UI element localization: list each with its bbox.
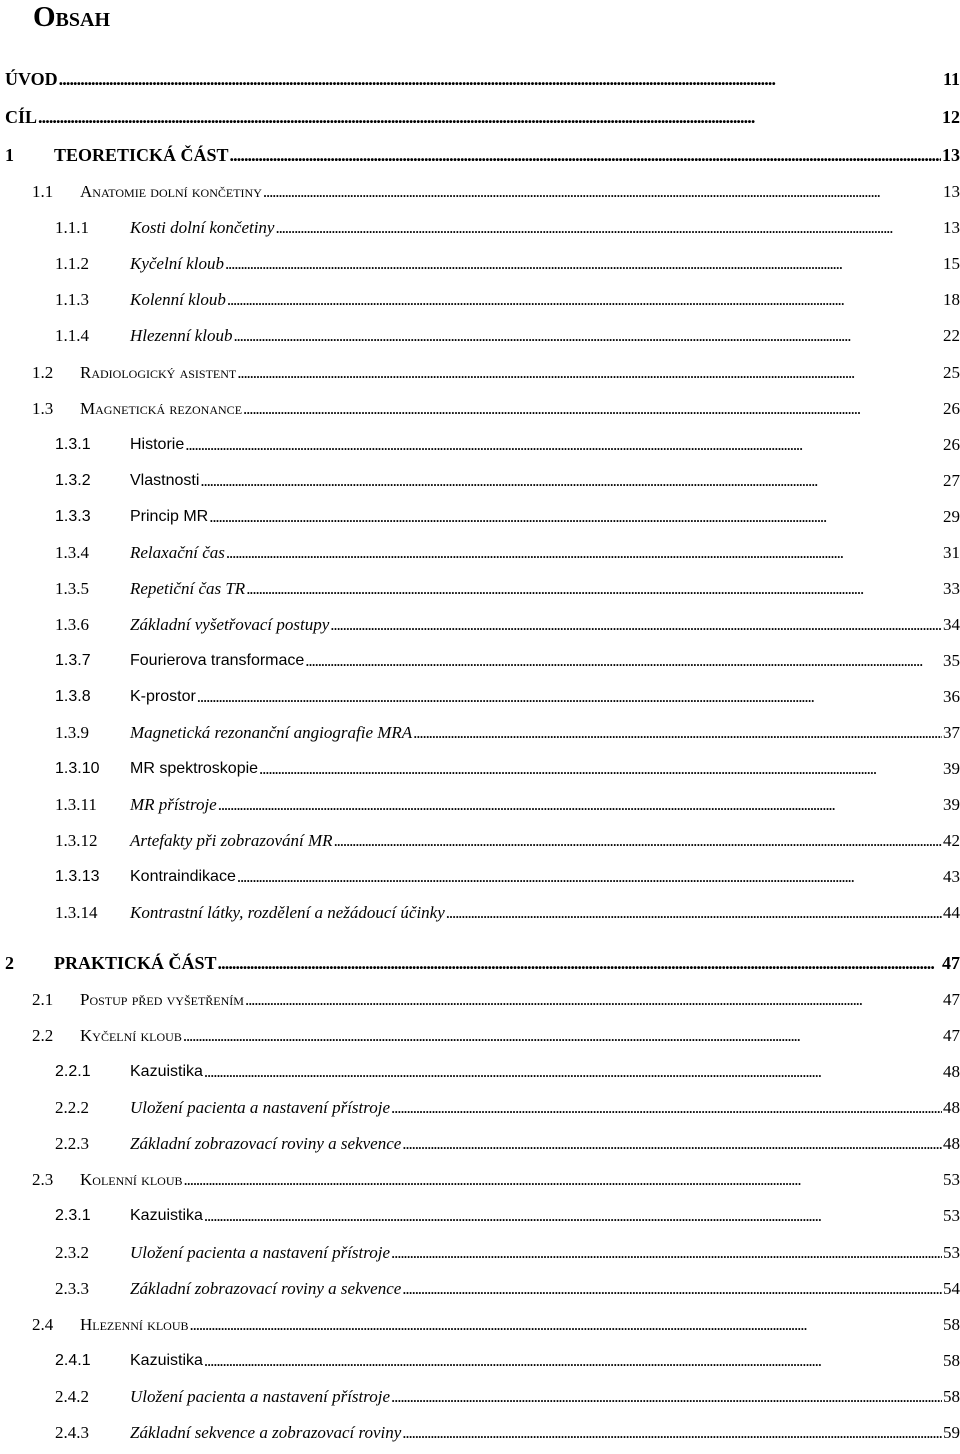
toc-entry-number: 2.3 (32, 1170, 54, 1189)
toc-entry[interactable] (55, 539, 960, 563)
dot-leader (413, 723, 942, 743)
toc-entry-page-number: 47 (943, 990, 960, 1009)
toc-entry-page-number: 22 (943, 326, 960, 345)
dot-leader (446, 903, 942, 923)
toc-entry-number: 1.3.12 (55, 831, 98, 850)
toc-entry-page-number: 54 (943, 1279, 960, 1298)
toc-entry-title: K-prostor (130, 688, 196, 705)
toc-entry-page-number: 59 (943, 1423, 960, 1442)
toc-entry-number: 2 (5, 953, 14, 973)
toc-entry-title: Magnetická rezonanční angiografie MRA (130, 723, 413, 742)
toc-entry-number: 2.3.3 (55, 1279, 89, 1298)
toc-entry-number: 2.4.3 (55, 1423, 89, 1442)
dot-leader (218, 795, 942, 815)
toc-entry-title: Kazuistika (130, 1207, 203, 1224)
toc-entry-page-number: 42 (943, 831, 960, 850)
toc-entry[interactable] (55, 214, 960, 238)
toc-entry[interactable] (55, 467, 960, 491)
dot-leader (402, 1423, 942, 1443)
toc-entry-page-number: 58 (943, 1351, 960, 1370)
toc-entry-number: 2.2.1 (55, 1063, 91, 1080)
dot-leader (230, 145, 941, 165)
toc-entry-title: Kazuistika (130, 1063, 203, 1080)
toc-entry-page-number: 33 (943, 579, 960, 598)
toc-entry-number: 1.3 (32, 399, 54, 418)
toc-entry-title: Radiologický asistent (80, 363, 237, 382)
toc-entry-page-number: 31 (943, 543, 960, 562)
toc-entry-title: Základní zobrazovací roviny a sekvence (130, 1134, 402, 1153)
dot-leader (402, 1279, 942, 1299)
toc-entry[interactable] (32, 986, 960, 1010)
toc-entry-title: MR přístroje (130, 795, 217, 814)
dot-leader (204, 1351, 942, 1371)
toc-entry-title: Základní zobrazovací roviny a sekvence (130, 1279, 402, 1298)
toc-entry[interactable] (32, 1166, 960, 1190)
toc-entry-page-number: 43 (943, 867, 960, 886)
dot-leader (225, 254, 942, 274)
toc-entry-number: 1.3.11 (55, 795, 97, 814)
toc-entry-number: 2.2.2 (55, 1098, 89, 1117)
dot-leader (190, 1315, 942, 1335)
toc-entry-title: Relaxační čas (130, 543, 225, 562)
toc-entry-number: 1.3.13 (55, 868, 100, 885)
dot-leader (38, 107, 941, 127)
toc-entry-number: 2.4.2 (55, 1387, 89, 1406)
toc-entry-number: 1.3.5 (55, 579, 89, 598)
toc-entry[interactable] (55, 286, 960, 310)
toc-entry-page-number: 18 (943, 290, 960, 309)
toc-entry-page-number: 53 (943, 1206, 960, 1225)
toc-entry-number: 1.3.6 (55, 615, 89, 634)
toc-entry-title: Princip MR (130, 508, 209, 525)
toc-entry-title: Repetiční čas TR (130, 579, 246, 598)
toc-entry[interactable] (55, 322, 960, 346)
toc-entry-title: Kyčelní kloub (130, 254, 224, 273)
dot-leader (204, 1206, 942, 1226)
toc-entry[interactable] (55, 431, 960, 455)
toc-entry[interactable] (55, 863, 960, 887)
toc-entry-title: Kontraindikace (130, 868, 236, 885)
toc-entry[interactable] (5, 65, 960, 89)
toc-entry-number: 1.3.10 (55, 760, 100, 777)
toc-entry-page-number: 47 (943, 1026, 960, 1045)
toc-entry-page-number: 39 (943, 759, 960, 778)
toc-entry-title: ÚVOD (5, 69, 58, 89)
toc-entry-page-number: 47 (942, 953, 960, 973)
toc-entry-page-number: 11 (942, 69, 960, 89)
toc-entry-number: 2.2 (32, 1026, 54, 1045)
toc-entry-page-number: 26 (943, 399, 960, 418)
dot-leader (185, 435, 942, 455)
dot-leader (243, 399, 942, 419)
dot-leader (391, 1243, 942, 1263)
toc-entry-number: 2.1 (32, 990, 54, 1009)
toc-entry-page-number: 39 (943, 795, 960, 814)
toc-entry[interactable] (55, 827, 960, 851)
toc-entry-page-number: 53 (943, 1243, 960, 1262)
toc-entry-page-number: 58 (943, 1387, 960, 1406)
toc-entry-number: 1.3.9 (55, 723, 89, 742)
toc-entry[interactable] (55, 1419, 960, 1443)
toc-entry-page-number: 34 (943, 615, 960, 634)
toc-entry[interactable] (5, 141, 960, 165)
toc-entry-page-number: 35 (943, 651, 960, 670)
toc-entry-page-number: 53 (943, 1170, 960, 1189)
toc-entry-title: Uložení pacienta a nastavení přístroje (130, 1387, 391, 1406)
toc-entry-title: Kazuistika (130, 1352, 203, 1369)
toc-entry-number: 1.3.8 (55, 688, 91, 705)
toc-entry-number: 1.1.4 (55, 326, 89, 345)
toc-entry[interactable] (55, 1275, 960, 1299)
toc-entry-page-number: 44 (943, 903, 960, 922)
toc-entry-number: 2.3.2 (55, 1243, 89, 1262)
toc-entry-number: 1.1.2 (55, 254, 89, 273)
toc-entry[interactable] (55, 250, 960, 274)
toc-entry-page-number: 48 (943, 1134, 960, 1153)
toc-entry-title: Anatomie dolní končetiny (80, 182, 262, 201)
dot-leader (237, 363, 942, 383)
dot-leader (233, 326, 942, 346)
dot-leader (226, 543, 942, 563)
toc-entry-title: Hlezenní kloub (130, 326, 233, 345)
toc-entry[interactable] (5, 949, 960, 973)
toc-entry-number: 2.3.1 (55, 1207, 91, 1224)
toc-entry-page-number: 27 (943, 471, 960, 490)
toc-entry-title: Základní sekvence a zobrazovací roviny (130, 1423, 402, 1442)
toc-entry-page-number: 13 (943, 182, 960, 201)
toc-entry[interactable] (55, 611, 960, 635)
toc-entry-number: 2.4.1 (55, 1352, 91, 1369)
dot-leader (209, 507, 942, 527)
toc-entry-page-number: 13 (943, 218, 960, 237)
toc-entry-page-number: 48 (943, 1062, 960, 1081)
dot-leader (246, 579, 942, 599)
toc-entry-number: 1.3.2 (55, 472, 91, 489)
toc-entry-title: Kosti dolní končetiny (130, 218, 275, 237)
toc-entry-title: Magnetická rezonance (80, 399, 243, 418)
toc-entry-title: Kolenní kloub (130, 290, 226, 309)
toc-entry[interactable] (55, 1383, 960, 1407)
dot-leader (263, 182, 942, 202)
toc-entry-page-number: 36 (943, 687, 960, 706)
toc-entry-title: CÍL (5, 107, 38, 127)
toc-entry-page-number: 25 (943, 363, 960, 382)
toc-entry[interactable] (55, 755, 960, 779)
toc-entry-page-number: 13 (942, 145, 960, 165)
dot-leader (330, 615, 942, 635)
toc-entry-title: Postup před vyšetřením (80, 990, 244, 1009)
dot-leader (237, 867, 942, 887)
toc-entry[interactable] (32, 178, 960, 202)
toc-entry-number: 1.3.3 (55, 508, 91, 525)
toc-entry[interactable] (32, 359, 960, 383)
dot-leader (402, 1134, 942, 1154)
toc-entry-title: PRAKTICKÁ ČÁST (54, 953, 217, 973)
toc-entry[interactable] (32, 1311, 960, 1335)
toc-entry-number: 1.1.3 (55, 290, 89, 309)
toc-entry-title: Kolenní kloub (80, 1170, 183, 1189)
toc-entry-number: 1.3.14 (55, 903, 98, 922)
toc-entry[interactable] (55, 1094, 960, 1118)
toc-entry-number: 2.2.3 (55, 1134, 89, 1153)
dot-leader (334, 831, 942, 851)
dot-leader (305, 651, 942, 671)
dot-leader (391, 1387, 942, 1407)
toc-entry[interactable] (55, 719, 960, 743)
toc-entry-number: 2.4 (32, 1315, 54, 1334)
toc-entry[interactable] (55, 1058, 960, 1082)
toc-entry-title: TEORETICKÁ ČÁST (54, 145, 229, 165)
toc-entry-page-number: 37 (943, 723, 960, 742)
toc-entry-page-number: 12 (942, 107, 960, 127)
dot-leader (183, 1026, 942, 1046)
toc-entry-title: Fourierova transformace (130, 652, 305, 669)
dot-leader (227, 290, 942, 310)
dot-leader (391, 1098, 942, 1118)
toc-entry[interactable] (55, 1130, 960, 1154)
toc-entry[interactable] (5, 103, 960, 127)
toc-entry-title: Kyčelní kloub (80, 1026, 182, 1045)
toc-entry[interactable] (55, 791, 960, 815)
toc-entry-title: Hlezenní kloub (80, 1315, 189, 1334)
dot-leader (197, 687, 942, 707)
toc-entry[interactable] (32, 1022, 960, 1046)
toc-entry-title: Artefakty při zobrazování MR (130, 831, 333, 850)
toc-entry-title: Uložení pacienta a nastavení přístroje (130, 1243, 391, 1262)
toc-entry-number: 1.1.1 (55, 218, 89, 237)
toc-entry[interactable] (55, 899, 960, 923)
dot-leader (204, 1062, 942, 1082)
toc-entry-title: MR spektroskopie (130, 760, 259, 777)
dot-leader (259, 759, 942, 779)
toc-entry-title: Základní vyšetřovací postupy (130, 615, 330, 634)
toc-entry[interactable] (55, 575, 960, 599)
dot-leader (59, 69, 942, 89)
toc-entry[interactable] (55, 683, 960, 707)
toc-entry-page-number: 29 (943, 507, 960, 526)
toc-entry[interactable] (55, 503, 960, 527)
toc-entry-page-number: 48 (943, 1098, 960, 1117)
toc-entry[interactable] (55, 647, 960, 671)
toc-entry[interactable] (55, 1347, 960, 1371)
dot-leader (200, 471, 942, 491)
toc-entry-number: 1.3.7 (55, 652, 91, 669)
toc-entry[interactable] (55, 1202, 960, 1226)
toc-entry-title: Kontrastní látky, rozdělení a nežádoucí účinky (130, 903, 445, 922)
toc-entry-number: 1.3.1 (55, 436, 91, 453)
toc-entry-page-number: 15 (943, 254, 960, 273)
dot-leader (275, 218, 942, 238)
toc-entry-title: Vlastnosti (130, 472, 200, 489)
toc-entry-number: 1.1 (32, 182, 54, 201)
toc-entry-title: Historie (130, 436, 185, 453)
toc-entry-page-number: 26 (943, 435, 960, 454)
toc-entry[interactable] (32, 395, 960, 419)
toc-entry-number: 1.2 (32, 363, 54, 382)
page-title: Obsah (33, 1, 111, 33)
toc-entry-title: Uložení pacienta a nastavení přístroje (130, 1098, 391, 1117)
dot-leader (245, 990, 942, 1010)
toc-entry-number: 1 (5, 145, 14, 165)
toc-entry-page-number: 58 (943, 1315, 960, 1334)
dot-leader (184, 1170, 942, 1190)
dot-leader (218, 953, 941, 973)
toc-entry[interactable] (55, 1239, 960, 1263)
toc-entry-number: 1.3.4 (55, 543, 89, 562)
